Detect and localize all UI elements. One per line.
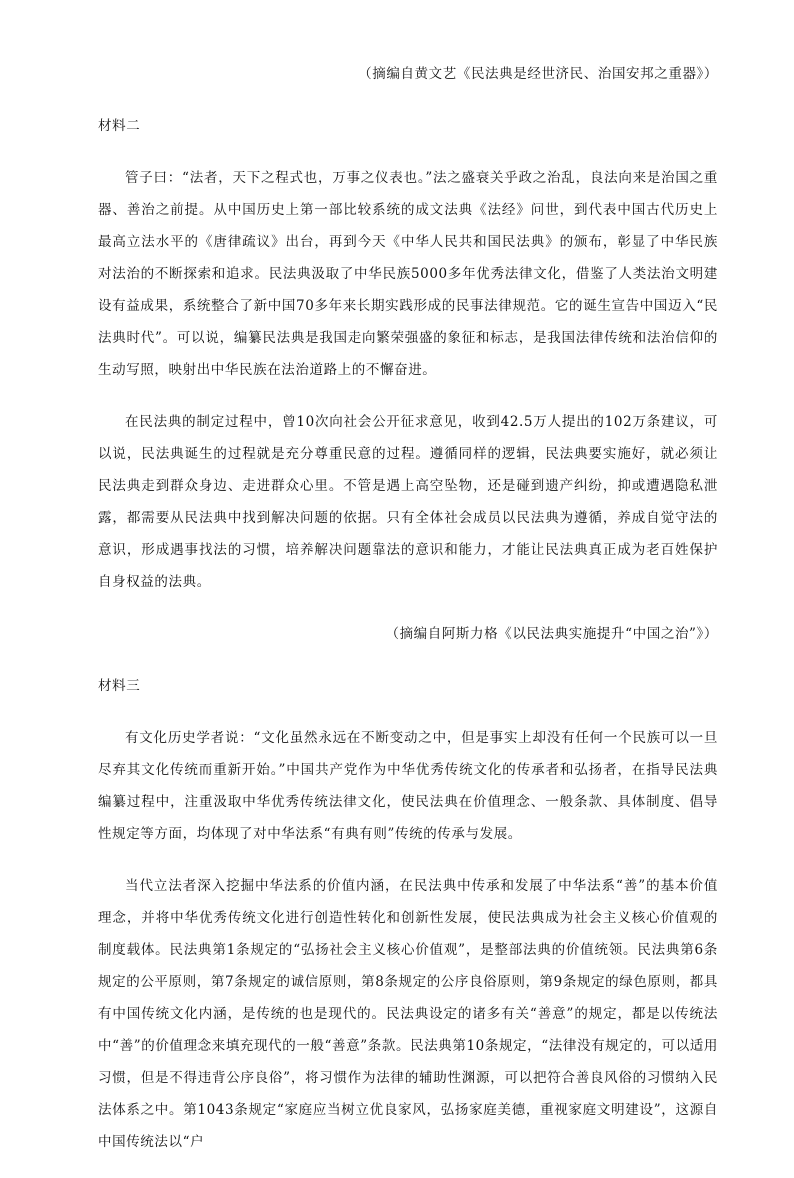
paragraph-material-3-2: 当代立法者深入挖掘中华法系的价值内涵，在民法典中传承和发展了中华法系“善”的基本价值理念，并将中华优秀传统文化进行创造性转化和创新性发展，使民法典成为社会主义核心价值观的制度载体。民法典第1条规定的“弘扬社会主义核心价值观”，是整部法典的价值统领。民法典第6条规定的公平原则，第7条规定的诚信原则，第8条规定的公序良俗原则，第9条规定的绿色原则，都具有中国传统文化内涵，是传统的也是现代的。民法典设定的诸多有关“善意”的规定，都是以传统法中“善”的价值理念来填充现代的一般“善意”条款。民法典第10条规定，“法律没有规定的，可以适用习惯，但是不得违背公序良俗”，将习惯作为法律的辅助性渊源，可以把符合善良风俗的习惯纳入民法体系之中。第1043条规定“家庭应当树立优良家风，弘扬家庭美德，重视家庭文明建设”，这源自中国传统法以“户 xyxy=(98,878,718,1150)
paragraph-material-3-1: 有文化历史学者说：“文化虽然永远在不断变动之中，但是事实上却没有任何一个民族可以一旦尽弃其文化传统而重新开始。”中国共产党作为中华优秀传统文化的传承者和弘扬者，在指导民法典编纂过程中，注重汲取中华优秀传统法律文化，使民法典在价值理念、一般条款、具体制度、倡导性规定等方面，均体现了对中华法系“有典有则”传统的传承与发展。 xyxy=(98,730,718,842)
document-page xyxy=(98,58,718,1178)
source-citation-2: （摘编自阿斯力格《以民法典实施提升“中国之治”》） xyxy=(385,626,718,642)
paragraph-material-2-1: 管子曰：“法者，天下之程式也，万事之仪表也。”法之盛衰关乎政之治乱，良法向来是治国之重器、善治之前提。从中国历史上第一部比较系统的成文法典《法经》问世，到代表中国古代历史上最高立法水平的《唐律疏议》出台，再到今天《中华人民共和国民法典》的颁布，彰显了中华民族对法治的不断探索和追求。民法典汲取了中华民族5000多年优秀法律文化，借鉴了人类法治文明建设有益成果，系统整合了新中国70多年来长期实践形成的民事法律规范。它的诞生宣告中国迈入“民法典时代”。可以说，编纂民法典是我国走向繁荣强盛的象征和标志，是我国法律传统和法治信仰的生动写照，映射出中华民族在法治道路上的不懈奋进。 xyxy=(98,170,718,378)
section-heading-material-3: 材料三 xyxy=(98,678,141,694)
paragraph-material-2-2: 在民法典的制定过程中，曾10次向社会公开征求意见，收到42.5万人提出的102万条建议，可以说，民法典诞生的过程就是充分尊重民意的过程。遵循同样的逻辑，民法典要实施好，就必须让民法典走到群众身边、走进群众心里。不管是遇上高空坠物，还是碰到遗产纠纷，抑或遭遇隐私泄露，都需要从民法典中找到解决问题的依据。只有全体社会成员以民法典为遵循，养成自觉守法的意识，形成遇事找法的习惯，培养解决问题靠法的意识和能力，才能让民法典真正成为老百姓保护自身权益的法典。 xyxy=(98,414,718,590)
source-citation-1: （摘编自黄文艺《民法典是经世济民、治国安邦之重器》） xyxy=(358,66,718,82)
section-heading-material-2: 材料二 xyxy=(98,118,141,134)
